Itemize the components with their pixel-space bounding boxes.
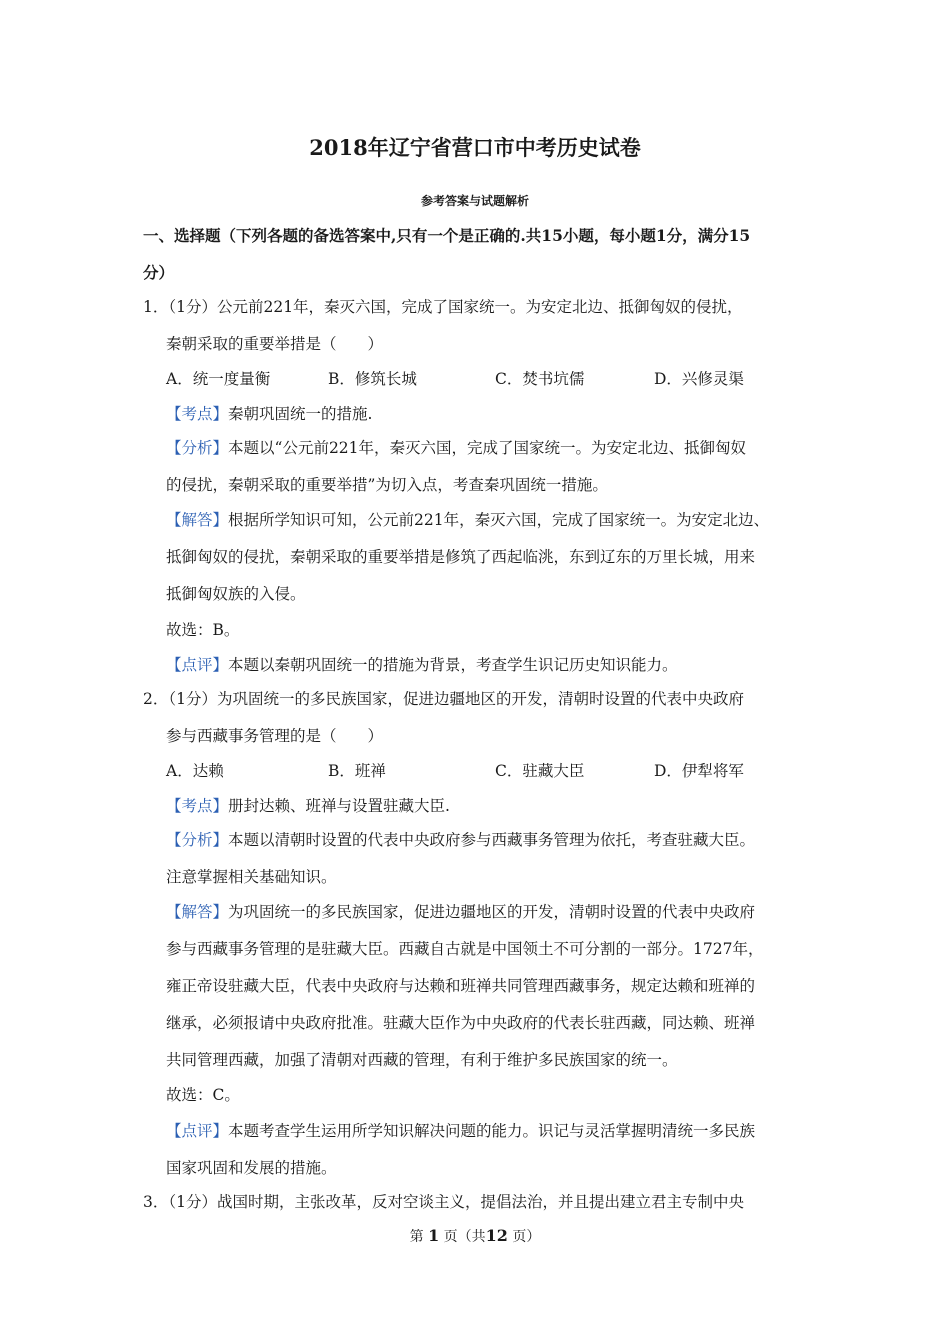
q2-jieda-line2: 参与西藏事务管理的是驻藏大臣。西藏自古就是中国领土不可分割的一部分。1727年， bbox=[166, 940, 764, 958]
q2-dianping-line1 bbox=[166, 1119, 755, 1141]
q2-kaodian-text: 册封达赖、班禅与设置驻藏大臣. bbox=[228, 797, 450, 815]
section-heading-line1: 一、选择题（下列各题的备选答案中,只有一个是正确的.共15小题，每小题1分，满分15 bbox=[143, 226, 751, 245]
q2-stem-line1: 2．（1分）为巩固统一的多民族国家，促进边疆地区的开发，清朝时设置的代表中央政府 bbox=[143, 690, 744, 708]
q1-fenxi-text1: 本题以“公元前221年，秦灭六国，完成了国家统一。为安定北边、抵御匈奴 bbox=[228, 439, 747, 457]
q2-option-d: D．伊犁将军 bbox=[654, 762, 744, 780]
q1-dianping-text: 本题以秦朝巩固统一的措施为背景，考查学生识记历史知识能力。 bbox=[228, 656, 678, 674]
q2-dianping-tag: 【点评】 bbox=[166, 1122, 229, 1140]
q2-jieda-line4: 继承，必须报请中央政府批准。驻藏大臣作为中央政府的代表长驻西藏，同达赖、班禅 bbox=[166, 1014, 756, 1032]
q2-dianping-text1: 本题考查学生运用所学知识解决问题的能力。识记与灵活掌握明清统一多民族 bbox=[228, 1122, 756, 1140]
q2-stem-line2: 参与西藏事务管理的是（ ） bbox=[166, 727, 384, 745]
footer-suffix: 页） bbox=[512, 1229, 541, 1245]
footer-page-number: 1 bbox=[428, 1226, 440, 1245]
page-title: 2018年辽宁省营口市中考历史试卷 bbox=[309, 135, 641, 160]
q2-jieda-text1: 为巩固统一的多民族国家，促进边疆地区的开发，清朝时设置的代表中央政府 bbox=[228, 903, 756, 921]
footer-total-pages: 12 bbox=[485, 1226, 508, 1245]
q1-fenxi-line2: 的侵扰，秦朝采取的重要举措”为切入点，考查秦巩固统一措施。 bbox=[166, 476, 608, 494]
q1-dianping bbox=[166, 653, 678, 675]
footer-mid: 页（共 bbox=[443, 1229, 486, 1245]
q1-option-d: D．兴修灵渠 bbox=[654, 370, 744, 388]
q1-answer: 故选：B。 bbox=[166, 621, 240, 639]
q1-fenxi-line1 bbox=[166, 436, 746, 458]
section-heading-line2: 分） bbox=[143, 263, 175, 282]
q1-jieda-line2: 抵御匈奴的侵扰，秦朝采取的重要举措是修筑了西起临洮，东到辽东的万里长城，用来 bbox=[166, 548, 756, 566]
q2-fenxi-text1: 本题以清朝时设置的代表中央政府参与西藏事务管理为依托，考查驻藏大臣。 bbox=[228, 831, 756, 849]
q1-jieda-line3: 抵御匈奴族的入侵。 bbox=[166, 585, 306, 603]
q2-answer: 故选：C。 bbox=[166, 1086, 240, 1104]
q2-fenxi-line2: 注意掌握相关基础知识。 bbox=[166, 868, 337, 886]
q1-dianping-tag: 【点评】 bbox=[166, 656, 229, 674]
q2-jieda-tag: 【解答】 bbox=[166, 903, 229, 921]
q2-dianping-line2: 国家巩固和发展的措施。 bbox=[166, 1159, 337, 1177]
q1-option-a: A．统一度量衡 bbox=[166, 370, 271, 388]
q1-kaodian-text: 秦朝巩固统一的措施. bbox=[228, 405, 373, 423]
q1-jieda-line1 bbox=[166, 508, 769, 530]
q1-stem-line2: 秦朝采取的重要举措是（ ） bbox=[166, 335, 384, 353]
footer-prefix: 第 bbox=[409, 1229, 424, 1245]
q1-fenxi-tag: 【分析】 bbox=[166, 439, 229, 457]
q1-kaodian bbox=[166, 402, 372, 424]
q1-stem-line1: 1．（1分）公元前221年，秦灭六国，完成了国家统一。为安定北边、抵御匈奴的侵扰， bbox=[143, 298, 743, 316]
q2-fenxi-line1 bbox=[166, 828, 755, 850]
q2-jieda-line5: 共同管理西藏，加强了清朝对西藏的管理，有利于维护多民族国家的统一。 bbox=[166, 1051, 678, 1069]
page-subtitle: 参考答案与试题解析 bbox=[420, 194, 529, 208]
q1-jieda-tag: 【解答】 bbox=[166, 511, 229, 529]
q2-kaodian bbox=[166, 794, 450, 816]
q3-stem-line1: 3．（1分）战国时期，主张改革，反对空谈主义，提倡法治，并且提出建立君主专制中央 bbox=[143, 1193, 744, 1211]
q2-option-a: A．达赖 bbox=[166, 762, 224, 780]
q2-kaodian-tag: 【考点】 bbox=[166, 797, 229, 815]
q2-jieda-line1 bbox=[166, 900, 755, 922]
q1-jieda-text1: 根据所学知识可知，公元前221年，秦灭六国，完成了国家统一。为安定北边、 bbox=[228, 511, 770, 529]
q2-jieda-line3: 雍正帝设驻藏大臣，代表中央政府与达赖和班禅共同管理西藏事务，规定达赖和班禅的 bbox=[166, 977, 756, 995]
q1-option-c: C．焚书坑儒 bbox=[495, 370, 585, 388]
q2-option-c: C．驻藏大臣 bbox=[495, 762, 585, 780]
q1-option-b: B．修筑长城 bbox=[328, 370, 417, 388]
q1-kaodian-tag: 【考点】 bbox=[166, 405, 229, 423]
q2-option-b: B．班禅 bbox=[328, 762, 386, 780]
page-footer bbox=[0, 1226, 950, 1246]
q2-fenxi-tag: 【分析】 bbox=[166, 831, 229, 849]
